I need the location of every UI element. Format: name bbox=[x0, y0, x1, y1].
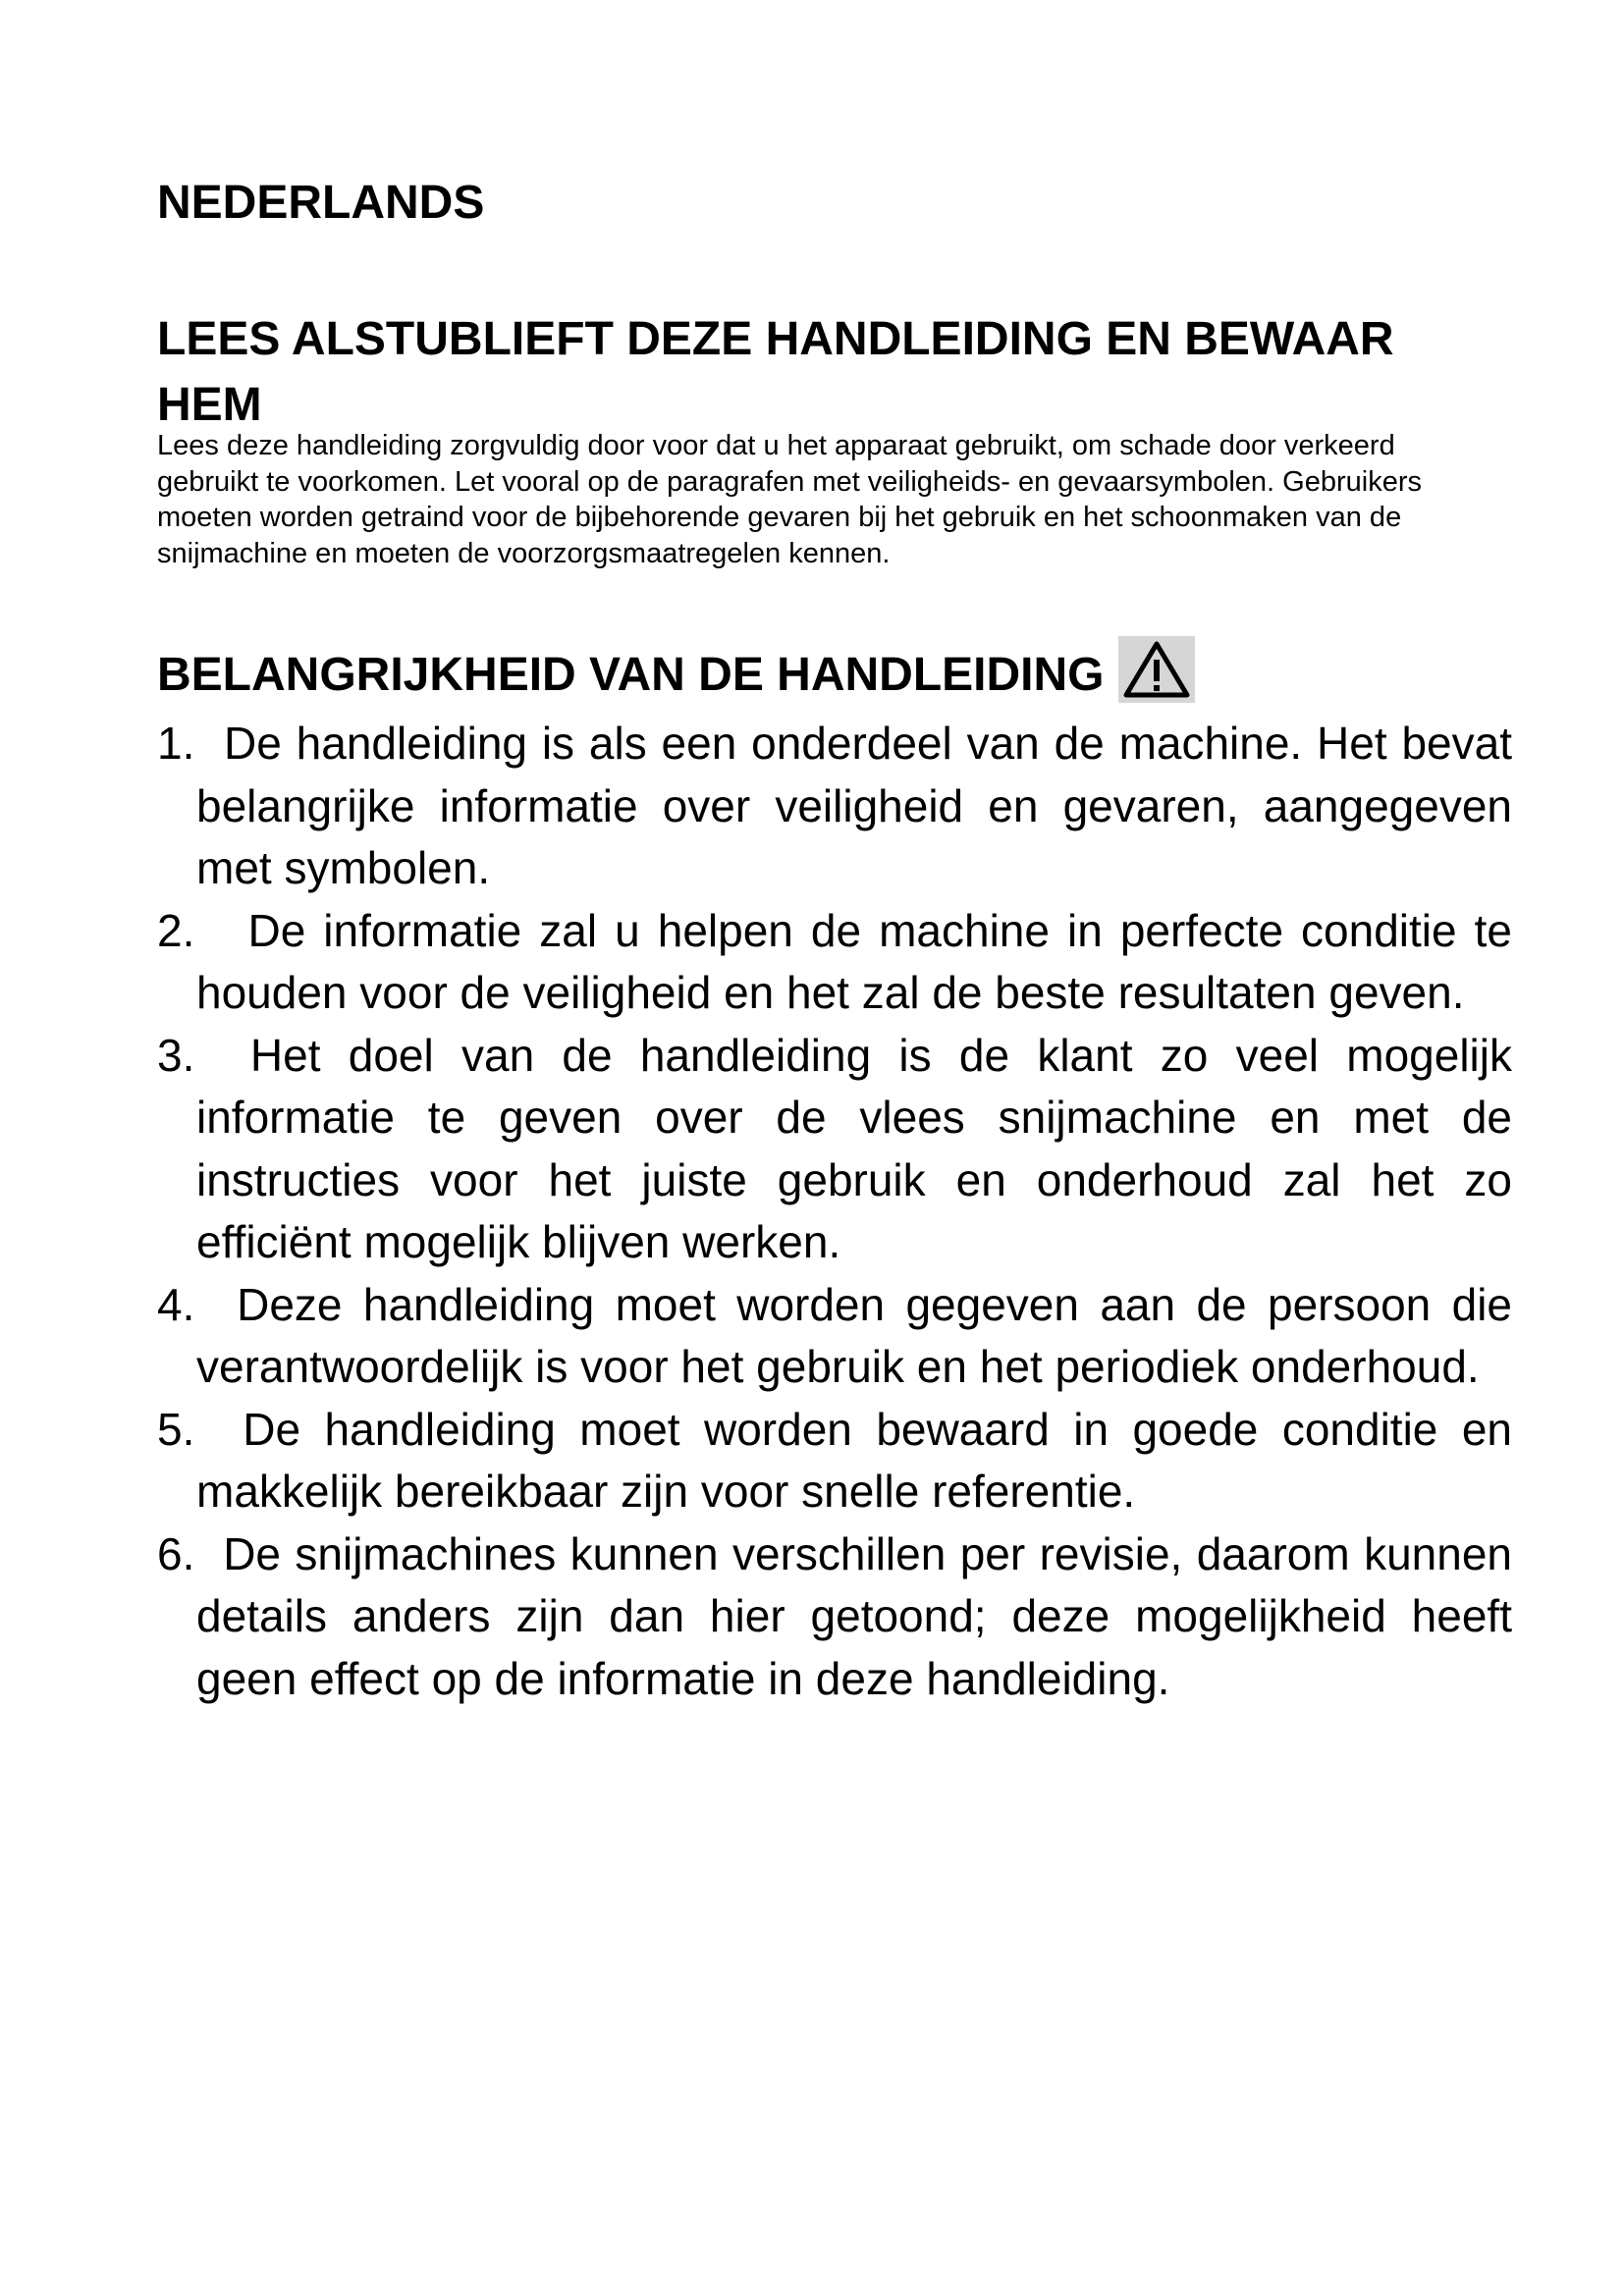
list-item-text: De snijmachines kunnen verschillen per revisie, daarom kunnen details anders zijn dan hier getoond; deze mogelijkheid heeft geen effect op de informatie in deze handleiding. bbox=[196, 1527, 1512, 1704]
importance-heading bbox=[157, 636, 1195, 699]
list-item-number: 2. bbox=[157, 904, 195, 956]
list-item-5 bbox=[157, 1399, 1512, 1523]
list-item-text: De informatie zal u helpen de machine in perfecte conditie te houden voor de veiligheid en het zal de beste resultaten geven. bbox=[196, 904, 1513, 1018]
intro-paragraph: Lees deze handleiding zorgvuldig door voor dat u het apparaat gebruikt, om schade door verkeerd gebruikt te voorkomen. Let vooral op de paragrafen met veiligheids- en gevaarsymbolen. Gebruikers moeten worden getraind voor de bijbehorende gevaren bij het gebruik en het schoonmaken van de snijmachine en moeten de voorzorgsmaatregelen kennen. bbox=[157, 430, 1422, 569]
list-item-3 bbox=[157, 1025, 1512, 1274]
list-item-number: 6. bbox=[157, 1527, 195, 1579]
list-item-text: Het doel van de handleiding is de klant zo veel mogelijk informatie te geven over de vlees snijmachine en met de instructies voor het juiste gebruik en onderhoud zal het zo efficiënt mogelijk blijven werken. bbox=[196, 1029, 1512, 1267]
list-item-text: De handleiding moet worden bewaard in goede conditie en makkelijk bereikbaar zijn voor snelle referentie. bbox=[196, 1403, 1512, 1517]
list-item-6 bbox=[157, 1523, 1512, 1711]
language-title: NEDERLANDS bbox=[157, 177, 485, 229]
importance-list bbox=[157, 713, 1512, 1710]
list-item-number: 3. bbox=[157, 1029, 195, 1081]
list-item-number: 5. bbox=[157, 1403, 195, 1455]
list-item-text: De handleiding is als een onderdeel van de machine. Het bevat belangrijke informatie over veiligheid en gevaren, aangegeven met symbolen. bbox=[196, 718, 1512, 893]
read-manual-heading: LEES ALSTUBLIEFT DEZE HANDLEIDING EN BEWAAR HEM bbox=[157, 313, 1394, 431]
list-item-text: Deze handleiding moet worden gegeven aan de persoon die verantwoordelijk is voor het gebruik en het periodiek onderhoud. bbox=[196, 1278, 1512, 1392]
list-item-2 bbox=[157, 900, 1512, 1025]
list-item-1 bbox=[157, 713, 1512, 900]
importance-heading-text: BELANGRIJKHEID VAN DE HANDLEIDING bbox=[157, 649, 1105, 701]
list-item-number: 1. bbox=[157, 718, 195, 769]
list-item-number: 4. bbox=[157, 1278, 195, 1330]
warning-triangle-icon bbox=[1118, 636, 1195, 703]
list-item-4 bbox=[157, 1274, 1512, 1399]
